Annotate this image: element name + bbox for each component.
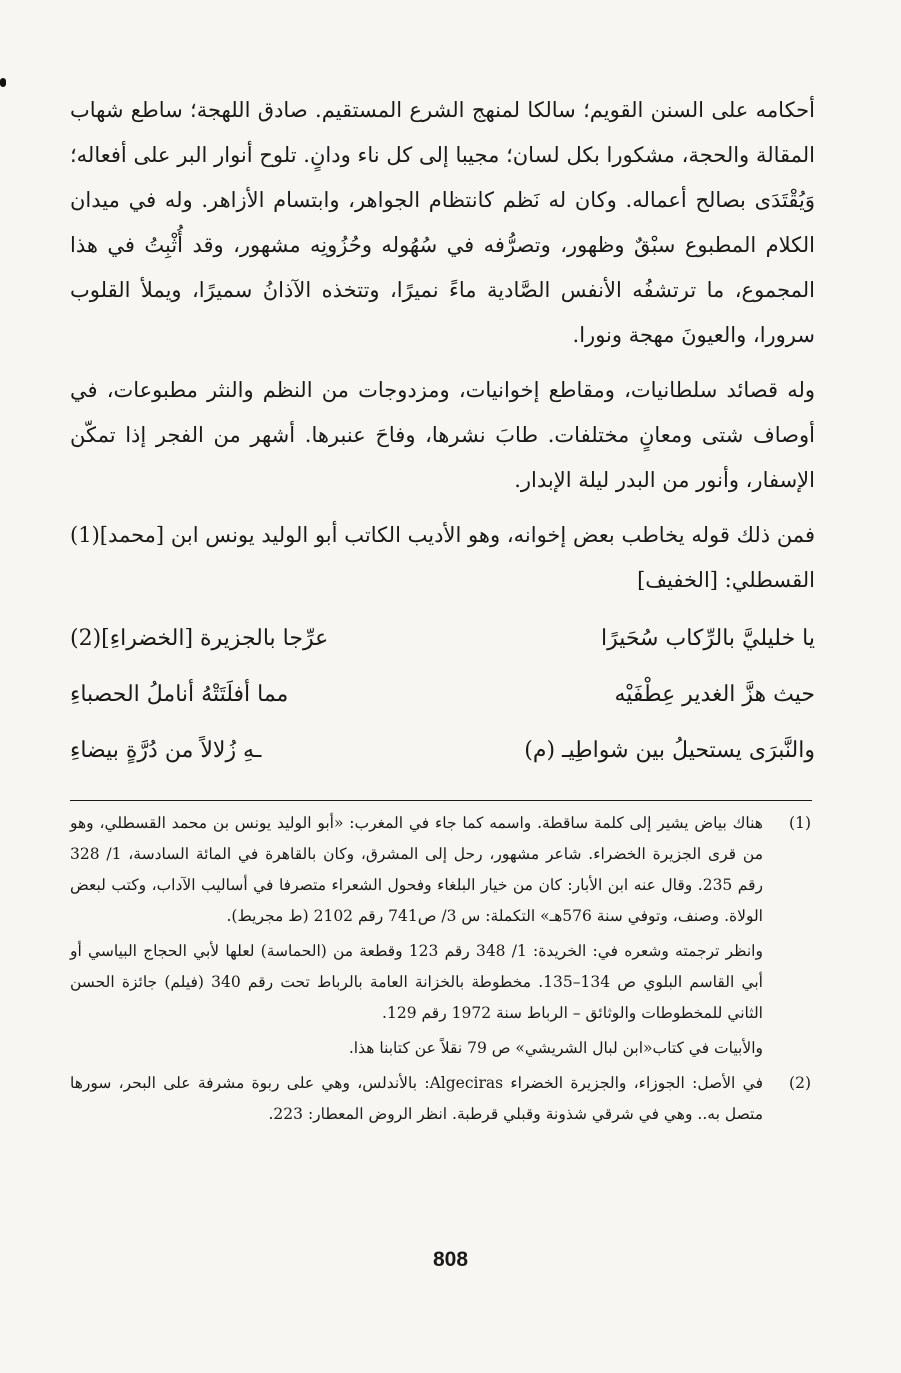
footnote-paragraph: والأبيات في كتاب«ابن لبال الشريشي» ص 79 نقلاً عن كتابنا هذا. <box>348 1039 763 1057</box>
paragraph-2: وله قصائد سلطانيات، ومقاطع إخوانيات، ومزدوجات من النظم والنثر مطبوعات، في أوصاف شتى ومعانٍ مختلفات. طابَ نشرها، وفاحَ عنبرها. أشهر من الفجر إذا تمكّن الإسفار، وأنور من البدر ليلة الإبدار. <box>70 378 815 492</box>
verse-second-hemistich: مما أفلَتَتْهُ أناملُ الحصباءِ <box>70 682 289 707</box>
footnote-divider <box>70 800 812 801</box>
paragraph-3: فمن ذلك قوله يخاطب بعض إخوانه، وهو الأديب الكاتب أبو الوليد يونس ابن [محمد](1) القسطلي: [الخفيف] <box>70 523 815 592</box>
footnote-number: (2) <box>789 1074 811 1092</box>
verse-first-hemistich: حيث هزَّ الغدير عِطْفَيْه <box>614 682 815 707</box>
footnote-paragraph: هناك بياض يشير إلى كلمة ساقطة. واسمه كما جاء في المغرب: «أبو الوليد يونس بن محمد القسطلي، وهو من قرى الجزيرة الخضراء. شاعر مشهور، رحل إلى المشرق، وكان بالقاهرة في المائة السادسة، 1/ 328 رقم 235. وقال عنه ابن الأبار: كان من خيار البلغاء وفحول الشعراء متصرفا في أساليب الآداب، وكتب لبعض الولاة. وصنف، وتوفي سنة 576هـ» التكملة: س 3/ ص741 رقم 2102 (ط مجريط). <box>70 814 763 925</box>
footnote-1 <box>70 808 815 1064</box>
poem <box>70 611 815 779</box>
footnote-paragraph: وانظر ترجمته وشعره في: الخريدة: 1/ 348 رقم 123 وقطعة من (الحماسة) لعلها لأبي الحجاج البياسي أو أبي القاسم البلوي ص 134–135. مخطوطة بالخزانة العامة بالرباط تحت رقم 340 (فيلم) جائزة الحسن الثاني للمخطوطات والوثائق – الرباط سنة 1972 رقم 129. <box>70 942 763 1022</box>
verse-second-hemistich: عرِّجا بالجزيرة [الخضراءِ](2) <box>70 626 329 651</box>
poem-verse-3 <box>70 723 815 779</box>
scan-mark <box>0 78 6 87</box>
poem-verse-2 <box>70 667 815 723</box>
footnote-number: (1) <box>789 814 811 832</box>
main-text <box>70 88 815 779</box>
footnote-2 <box>70 1068 815 1130</box>
verse-first-hemistich: يا خليليَّ بالرِّكاب سُحَيرًا <box>600 626 815 651</box>
footnote-paragraph: في الأصل: الجوزاء، والجزيرة الخضراء Algeciras: بالأندلس، وهي على ربوة مشرفة على البحر، سورها متصل به.. وهي في شرقي شذونة وقبلي قرطبة. انظر الروض المعطار: 223. <box>70 1074 763 1123</box>
verse-first-hemistich: والنَّبرَى يستحيلُ بين شواطِيـ (م) <box>524 738 815 763</box>
paragraph-1: أحكامه على السنن القويم؛ سالكا لمنهج الشرع المستقيم. صادق اللهجة؛ ساطع شهاب المقالة والحجة، مشكورا بكل لسان؛ مجيبا إلى كل ناء ودانٍ. تلوح أنوار البر على أفعاله؛ وَيُقْتَدَى بصالح أعماله. وكان له نَظم كانتظام الجواهر، وابتسام الأزاهر. وله في ميدان الكلام المطبوع سبْقٌ وظهور، وتصرُّفه في سُهُوله وحُزُونِه مشهور، وقد أُثْبِتُ في هذا المجموع، ما ترتشفُه الأنفس الصَّادية ماءً نميرًا، وتتخذه الآذانُ سميرًا، ويملأ القلوب سرورا، والعيونَ مهجة ونورا. <box>70 98 815 347</box>
footnotes <box>70 808 815 1134</box>
verse-second-hemistich: ـهِ زُلالاً من دُرَّةٍ بيضاءِ <box>70 738 262 763</box>
footnote-body <box>70 1068 763 1130</box>
poem-verse-1 <box>70 611 815 667</box>
footnote-body <box>70 808 763 1064</box>
page-number: 808 <box>432 1248 469 1271</box>
